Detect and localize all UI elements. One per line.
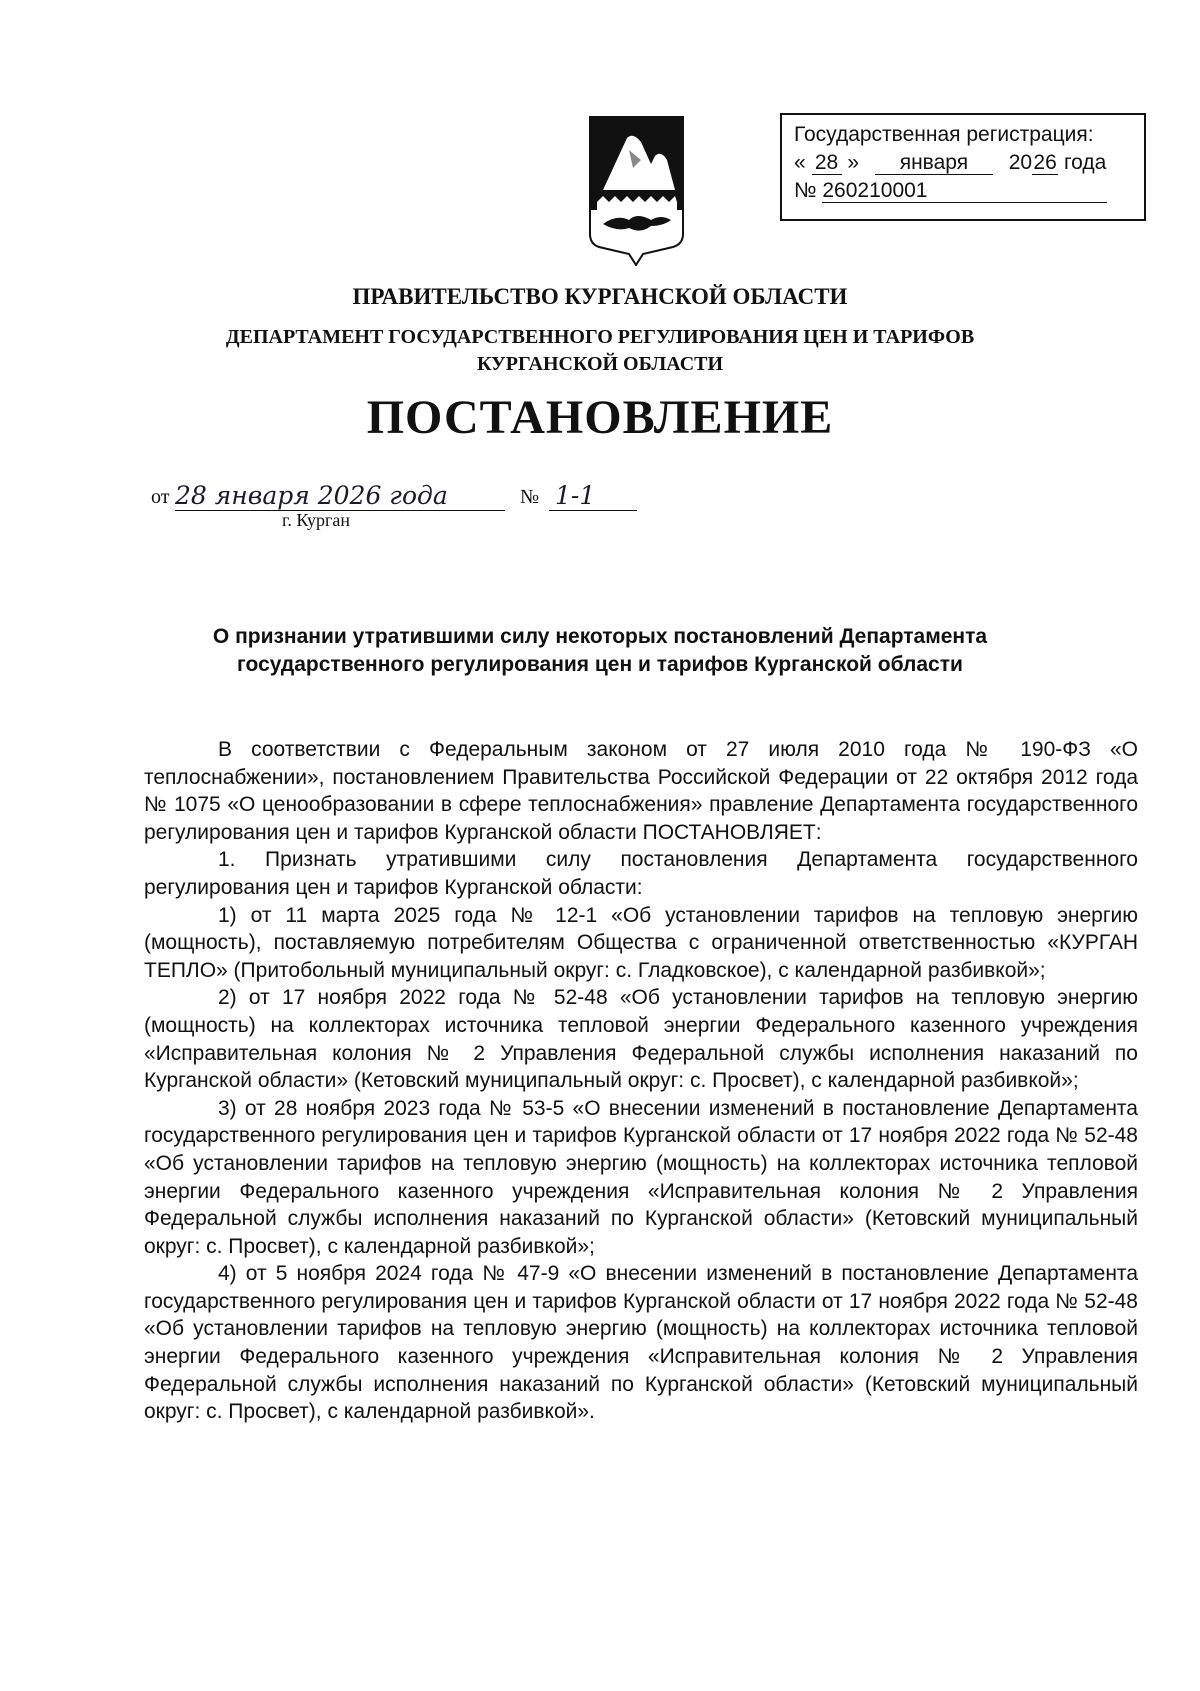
number-label: № <box>520 486 540 508</box>
registration-stamp <box>780 113 1146 221</box>
subitem-3-paragraph: 3) от 28 ноября 2023 года № 53-5 «О внесении изменений в постановление Департамента государственного регулирования цен и тарифов Курганской области от 17 ноября 2022 года № 52-48 «Об установлении тарифов на тепловую энергию (мощность) на коллекторах источника тепловой энергии Федерального казенного учреждения «Исправительная колония № 2 Управления Федеральной службы исполнения наказаний по Курганской области» (Кетовский муниципальный округ: с. Просвет), с календарной разбивкой»; <box>144 1096 1138 1258</box>
subitem-2-paragraph: 2) от 17 ноября 2022 года № 52-48 «Об установлении тарифов на тепловую энергию (мощность) на коллекторах источника тепловой энергии Федерального казенного учреждения «Исправительная колония № 2 Управления Федеральной службы исполнения наказаний по Курганской области» (Кетовский муниципальный округ: с. Просвет), с календарной разбивкой»; <box>144 986 1138 1093</box>
document-body <box>144 736 1138 1426</box>
coat-of-arms-emblem <box>589 116 684 266</box>
registration-title: Государственная регистрация: <box>794 123 1094 146</box>
document-date-number <box>151 482 671 512</box>
subject-line2: государственного регулирования цен и тарифов Курганской области <box>237 653 963 676</box>
department-title-line2: КУРГАНСКОЙ ОБЛАСТИ <box>476 353 724 375</box>
registration-number-label: № <box>794 179 817 202</box>
registration-quote-open: « <box>794 151 806 174</box>
city-label: г. Курган <box>282 510 351 530</box>
registration-quote-close: » <box>847 151 860 174</box>
subitem-1-paragraph: 1) от 11 марта 2025 года № 12-1 «Об установлении тарифов на тепловую энергию (мощность), поставляемую потребителям Общества с ограниченной ответственностью «КУРГАН ТЕПЛО» (Притобольный муниципальный округ: с. Гладковское), с календарной разбивкой»; <box>144 903 1138 982</box>
subject-line1: О признании утратившими силу некоторых постановлений Департамента <box>212 625 988 648</box>
registration-day: 28 <box>812 152 842 175</box>
from-label: от <box>151 486 170 508</box>
handwritten-date: 28 января 2026 года <box>175 482 505 511</box>
government-title: ПРАВИТЕЛЬСТВО КУРГАНСКОЙ ОБЛАСТИ <box>352 284 848 309</box>
registration-month: января <box>875 152 993 175</box>
registration-year-prefix: 20 <box>1008 151 1033 174</box>
subitem-4-paragraph: 4) от 5 ноября 2024 года № 47-9 «О внесении изменений в постановление Департамента государственного регулирования цен и тарифов Курганской области от 17 ноября 2022 года № 52-48 «Об установлении тарифов на тепловую энергию (мощность) на коллекторах источника тепловой энергии Федерального казенного учреждения «Исправительная колония № 2 Управления Федеральной службы исполнения наказаний по Курганской области» (Кетовский муниципальный округ: с. Просвет), с календарной разбивкой». <box>144 1262 1138 1424</box>
preamble-paragraph: В соответствии с Федеральным законом от 27 июля 2010 года № 190-ФЗ «О теплоснабжении», постановлением Правительства Российской Федерации от 22 октября 2012 года № 1075 «О ценообразовании в сфере теплоснабжения» правление Департамента государственного регулирования цен и тарифов Курганской области ПОСТАНОВЛЯЕТ: <box>144 738 1138 844</box>
registration-date <box>794 149 1106 177</box>
registration-year-word: года <box>1063 151 1107 174</box>
registration-year-suffix: 26 <box>1033 151 1057 174</box>
document-type: ПОСТАНОВЛЕНИЕ <box>366 391 834 444</box>
department-title-line1: ДЕПАРТАМЕНТ ГОСУДАРСТВЕННОГО РЕГУЛИРОВАНИЯ ЦЕН И ТАРИФОВ <box>225 326 975 348</box>
registration-number: 260210001 <box>822 180 1107 203</box>
item-1-paragraph: 1. Признать утратившими силу постановления Департамента государственного регулирования цен и тарифов Курганской области: <box>144 848 1138 899</box>
registration-number-row <box>794 177 1107 205</box>
handwritten-number: 1-1 <box>549 482 637 511</box>
